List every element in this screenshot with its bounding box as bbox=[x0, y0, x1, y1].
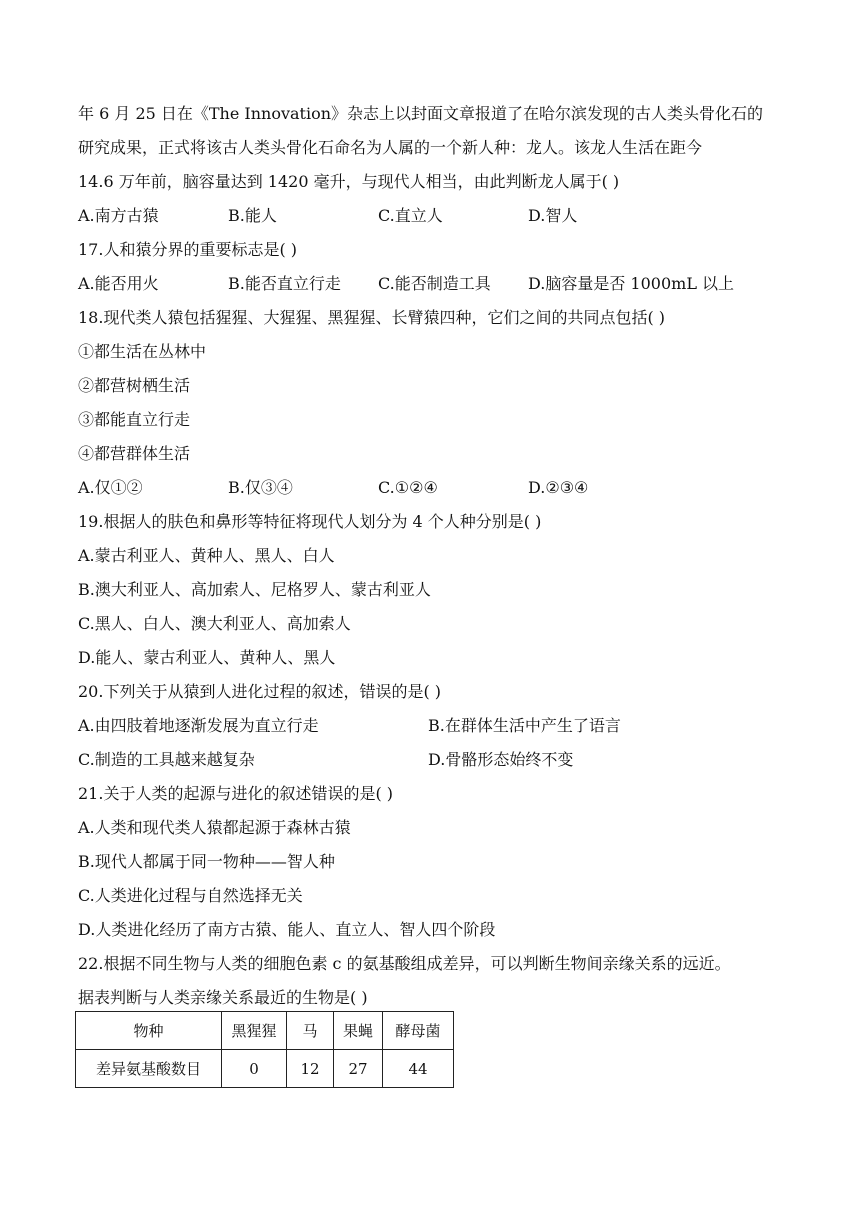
option-a: A.南方古猿 bbox=[78, 206, 159, 225]
question-19-option-b: B.澳大利亚人、高加索人、尼格罗人、蒙古利亚人 bbox=[78, 580, 431, 599]
table-cell: 马 bbox=[287, 1012, 334, 1050]
table-cell: 果蝇 bbox=[334, 1012, 383, 1050]
table-cell: 0 bbox=[222, 1050, 287, 1088]
question-21-option-d: D.人类进化经历了南方古猿、能人、直立人、智人四个阶段 bbox=[78, 920, 496, 939]
option-a: A.能否用火 bbox=[78, 274, 159, 293]
question-22-stem-line-1: 22.根据不同生物与人类的细胞色素 c 的氨基酸组成差异，可以判断生物间亲缘关系的远近。 bbox=[78, 954, 731, 973]
question-17-stem: 17.人和猿分界的重要标志是( ) bbox=[78, 240, 298, 259]
table-cell: 12 bbox=[287, 1050, 334, 1088]
table-cell: 27 bbox=[334, 1050, 383, 1088]
question-20-stem: 20.下列关于从猿到人进化过程的叙述，错误的是( ) bbox=[78, 682, 442, 701]
question-20-options-row-2 bbox=[78, 750, 798, 772]
table-row bbox=[76, 1050, 454, 1088]
question-19-option-a: A.蒙古利亚人、黄种人、黑人、白人 bbox=[78, 546, 335, 565]
question-18-item-1: ①都生活在丛林中 bbox=[78, 342, 207, 361]
option-c: C.直立人 bbox=[378, 206, 443, 225]
table-row bbox=[76, 1012, 454, 1050]
question-18-options bbox=[78, 478, 798, 500]
question-20-options-row-1 bbox=[78, 716, 798, 738]
question-17-options bbox=[78, 274, 798, 296]
question-21-option-c: C.人类进化过程与自然选择无关 bbox=[78, 886, 303, 905]
table-cell: 44 bbox=[383, 1050, 454, 1088]
question-21-option-b: B.现代人都属于同一物种——智人种 bbox=[78, 852, 335, 871]
option-b: B.能人 bbox=[228, 206, 277, 225]
option-c: C.制造的工具越来越复杂 bbox=[78, 750, 255, 769]
question-18-stem: 18.现代类人猿包括猩猩、大猩猩、黑猩猩、长臂猿四种，它们之间的共同点包括( ) bbox=[78, 308, 666, 327]
question-21-option-a: A.人类和现代类人猿都起源于森林古猿 bbox=[78, 818, 351, 837]
table-cell: 物种 bbox=[76, 1012, 222, 1050]
option-b: B.能否直立行走 bbox=[228, 274, 341, 293]
option-a: A.仅①② bbox=[78, 478, 143, 497]
question-18-item-2: ②都营树栖生活 bbox=[78, 376, 191, 395]
option-b: B.仅③④ bbox=[228, 478, 293, 497]
option-c: C.①②④ bbox=[378, 478, 438, 497]
table-cell: 黑猩猩 bbox=[222, 1012, 287, 1050]
option-d: D.②③④ bbox=[528, 478, 589, 497]
table-cell: 酵母菌 bbox=[383, 1012, 454, 1050]
question-19-option-d: D.能人、蒙古利亚人、黄种人、黑人 bbox=[78, 648, 336, 667]
amino-acid-difference-table bbox=[75, 1011, 454, 1088]
table-cell: 差异氨基酸数目 bbox=[76, 1050, 222, 1088]
question-18-item-3: ③都能直立行走 bbox=[78, 410, 191, 429]
question-19-stem: 19.根据人的肤色和鼻形等特征将现代人划分为 4 个人种分别是( ) bbox=[78, 512, 542, 531]
option-d: D.智人 bbox=[528, 206, 578, 225]
intro-line-2: 研究成果，正式将该古人类头骨化石命名为人属的一个新人种：龙人。该龙人生活在距今 bbox=[78, 138, 703, 157]
option-b: B.在群体生活中产生了语言 bbox=[428, 716, 621, 735]
option-a: A.由四肢着地逐渐发展为直立行走 bbox=[78, 716, 319, 735]
intro-line-3: 14.6 万年前，脑容量达到 1420 毫升，与现代人相当，由此判断龙人属于( ) bbox=[78, 172, 620, 191]
question-18-item-4: ④都营群体生活 bbox=[78, 444, 191, 463]
option-c: C.能否制造工具 bbox=[378, 274, 491, 293]
option-d: D.脑容量是否 1000mL 以上 bbox=[528, 274, 735, 293]
intro-line-1: 年 6 月 25 日在《The Innovation》杂志上以封面文章报道了在哈尔滨发现的古人类头骨化石的 bbox=[78, 104, 764, 123]
option-d: D.骨骼形态始终不变 bbox=[428, 750, 574, 769]
question-21-stem: 21.关于人类的起源与进化的叙述错误的是( ) bbox=[78, 784, 394, 803]
question-19-option-c: C.黑人、白人、澳大利亚人、高加索人 bbox=[78, 614, 351, 633]
question-22-stem-line-2: 据表判断与人类亲缘关系最近的生物是( ) bbox=[78, 988, 368, 1007]
intro-question-options bbox=[78, 206, 798, 228]
